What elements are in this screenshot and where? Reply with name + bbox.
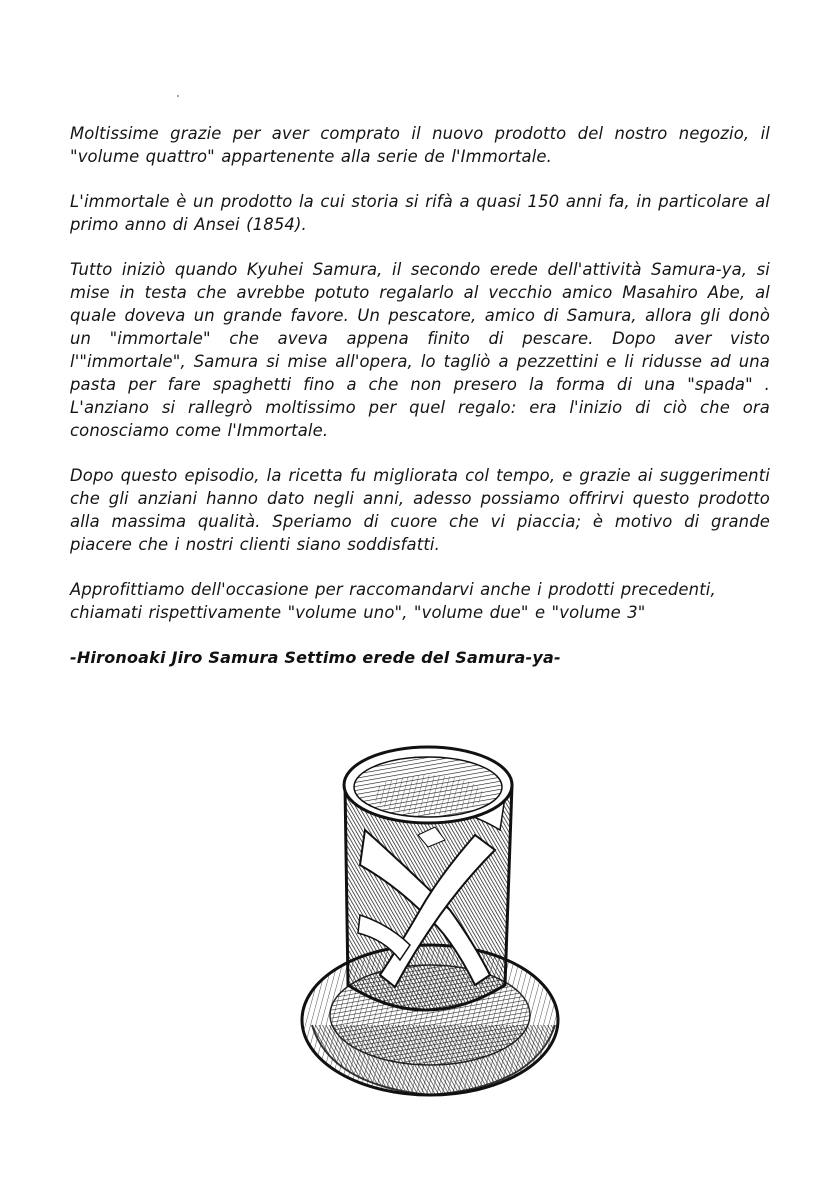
letter-text	[70, 122, 770, 669]
cup	[344, 747, 512, 1010]
paragraph-origin-story: Tutto iniziò quando Kyuhei Samura, il secondo erede dell'attività Samura-ya, si mise in testa che avrebbe potuto regalarlo al vecchio amico Masahiro Abe, al quale doveva un grande favore. Un pescatore, amico di Samura, allora gli donò un "immortale" che aveva appena finito di pescare. Dopo aver visto l'"immortale", Samura si mise all'opera, lo tagliò a pezzettini e li ridusse ad una pasta per fare spaghetti fino a che non presero la forma di una "spada" . L'anziano si rallegrò moltissimo per quel regalo: era l'inizio di ciò che ora conosciamo come l'Immortale.	[70, 260, 770, 440]
cup-illustration	[300, 735, 570, 1105]
ink-speck	[177, 95, 179, 97]
signature: -Hironoaki Jiro Samura Settimo erede del Samura-ya-	[70, 648, 561, 667]
paragraph-recipe: Dopo questo episodio, la ricetta fu migliorata col tempo, e grazie ai suggerimenti che gli anziani hanno dato negli anni, adesso possiamo offrirvi questo prodotto alla massima qualità. Speriamo di cuore che vi piaccia; è motivo di grande piacere che i nostri clienti siano soddisfatti.	[70, 466, 770, 554]
paragraph-history: L'immortale è un prodotto la cui storia si rifà a quasi 150 anni fa, in particolare al primo anno di Ansei (1854).	[70, 192, 770, 234]
paragraph-thanks: Moltissime grazie per aver comprato il nuovo prodotto del nostro negozio, il "volume quattro" appartenente alla serie de l'Immortale.	[70, 124, 770, 166]
paragraph-recommendation: Approfittiamo dell'occasione per raccomandarvi anche i prodotti precedenti, chiamati rispettivamente "volume uno", "volume due" e "volume 3"	[70, 580, 716, 622]
